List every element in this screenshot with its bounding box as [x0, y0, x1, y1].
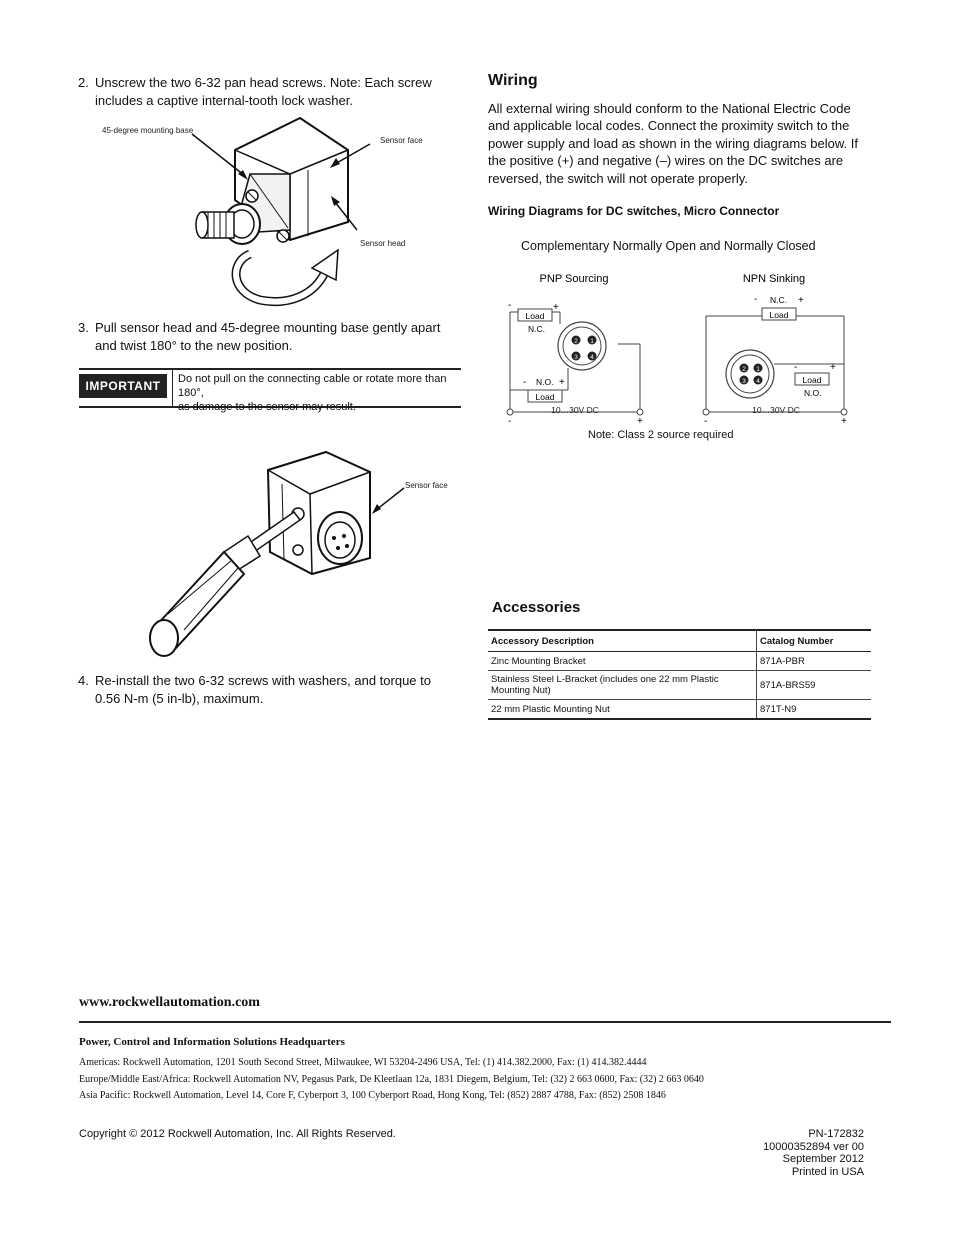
pnp-no-label: N.O. [536, 377, 554, 387]
pnp-title: PNP Sourcing [539, 273, 609, 285]
npn-plus-mid: + [830, 362, 836, 373]
npn-title: NPN Sinking [742, 273, 806, 285]
important-text [172, 370, 461, 413]
catalog-number: 871A-BRS59 [757, 671, 872, 700]
pnp-supply-label: 10…30V DC [551, 405, 599, 415]
footer-copyright: Copyright © 2012 Rockwell Automation, Inc. All Rights Reserved. [79, 1128, 396, 1140]
pnp-load-nc-label: Load [525, 311, 545, 321]
pnp-plus-bottom: + [637, 416, 643, 427]
sensor-disassembly-figure [90, 112, 450, 312]
pnp-minus-mid: - [523, 377, 527, 388]
npn-plus-bottom: + [841, 416, 847, 427]
npn-pin-3: 3 [742, 378, 746, 385]
accessory-description: Stainless Steel L-Bracket (includes one 22 mm Plastic Mounting Nut) [488, 671, 757, 700]
footer-divider [79, 1021, 891, 1023]
npn-load-no-label: Load [802, 375, 822, 385]
pnp-pin-3: 3 [574, 354, 578, 361]
screwdriver-figure [148, 448, 458, 658]
npn-pin-4: 4 [756, 378, 760, 385]
wiring-line: All external wiring should conform to the National Electric Code [488, 101, 851, 116]
important-label: IMPORTANT [79, 374, 167, 398]
pnp-plus-top: + [553, 302, 559, 313]
npn-plus-top: + [798, 295, 804, 306]
catalog-number: 871A-PBR [757, 652, 872, 671]
wiring-heading: Wiring [488, 72, 538, 89]
important-text-line1: Do not pull on the connecting cable or rotate more than 180°, [178, 373, 447, 399]
accessories-table [488, 629, 871, 720]
step-number: 4. [78, 673, 89, 688]
address-apac: Asia Pacific: Rockwell Automation, Level 14, Core F, Cyberport 3, 100 Cyberport Road, Hong Kong, Tel: (852) 2887 4788, Fax: (852) 2508 1846 [79, 1090, 666, 1101]
npn-no-label: N.O. [804, 388, 822, 398]
step-text-line2: and twist 180° to the new position. [95, 338, 293, 353]
important-text-line2: as damage to the sensor may result. [178, 401, 356, 413]
step-number: 2. [78, 75, 89, 90]
wiring-subheading: Wiring Diagrams for DC switches, Micro Connector [488, 204, 780, 218]
label-sensor-face-2: Sensor face [405, 481, 448, 490]
address-emea: Europe/Middle East/Africa: Rockwell Automation NV, Pegasus Park, De Kleetlaan 12a, 1831 Diegem, Belgium, Tel: (32) 2 663 0600, Fax: (32) 2 663 0640 [79, 1073, 704, 1085]
step-text-line1: Re-install the two 6-32 screws with washers, and torque to [95, 673, 431, 688]
npn-minus-mid: - [794, 362, 798, 373]
wiring-line: the positive (+) and negative (–) wires on the DC switches are [488, 153, 844, 169]
important-notice [79, 368, 461, 413]
wiring-line: and applicable local codes. Connect the proximity switch to the [488, 118, 850, 134]
pnp-minus-top: - [508, 300, 512, 311]
footer-url[interactable]: www.rockwellautomation.com [79, 995, 260, 1010]
wiring-line: power supply and load as shown in the wiring diagrams below. If [488, 135, 858, 151]
publication-date: September 2012 [782, 1153, 864, 1165]
label-mounting-base: 45-degree mounting base [102, 126, 194, 135]
npn-nc-label: N.C. [770, 295, 787, 305]
pnp-minus-bottom: - [508, 416, 512, 427]
document-version: 10000352894 ver 00 [763, 1140, 864, 1153]
step-text-line1: Unscrew the two 6-32 pan head screws. Note: Each screw [95, 75, 432, 90]
sensor-illustration-2 [148, 448, 458, 658]
npn-load-nc-label: Load [769, 310, 789, 320]
footer-publication-info [763, 1128, 864, 1178]
accessory-description: 22 mm Plastic Mounting Nut [488, 700, 757, 720]
table-row [488, 671, 871, 700]
pnp-plus-mid: + [559, 377, 565, 388]
accessory-description: Zinc Mounting Bracket [488, 652, 757, 671]
accessories-heading: Accessories [492, 599, 581, 616]
npn-pin-2: 2 [742, 366, 746, 373]
label-sensor-head: Sensor head [360, 239, 406, 248]
printed-in: Printed in USA [791, 1165, 864, 1178]
step-text-line2: 0.56 N-m (5 in-lb), maximum. [95, 691, 264, 706]
diagram-title: Complementary Normally Open and Normally Closed [521, 239, 816, 253]
column-header: Catalog Number [757, 630, 872, 652]
npn-minus-bottom: - [704, 416, 708, 427]
footer-hq: Power, Control and Information Solutions Headquarters [79, 1036, 345, 1048]
address-americas: Americas: Rockwell Automation, 1201 South Second Street, Milwaukee, WI 53204-2496 USA, Tel: (1) 414.382.2000, Fax: (1) 414.382.4444 [79, 1057, 647, 1068]
pnp-nc-label: N.C. [528, 324, 545, 334]
step-number: 3. [78, 320, 89, 335]
npn-minus-top: - [754, 294, 758, 305]
step-2 [78, 74, 458, 114]
step-3 [78, 319, 458, 359]
npn-pin-1: 1 [756, 366, 760, 373]
pnp-pin-4: 4 [590, 354, 594, 361]
step-text-line1: Pull sensor head and 45-degree mounting base gently apart [95, 320, 441, 335]
table-header-row [488, 630, 871, 652]
publication-number: PN-172832 [808, 1128, 864, 1140]
pnp-pin-1: 1 [590, 338, 594, 345]
column-header: Accessory Description [488, 630, 757, 652]
pnp-load-no-label: Load [535, 392, 555, 402]
npn-supply-label: 10…30V DC [752, 405, 800, 415]
wiring-note: Note: Class 2 source required [588, 429, 734, 441]
pnp-pin-2: 2 [574, 338, 578, 345]
catalog-number: 871T-N9 [757, 700, 872, 720]
step-text-line2: includes a captive internal-tooth lock washer. [95, 93, 353, 108]
table-row [488, 700, 871, 720]
step-4 [78, 672, 458, 712]
wiring-paragraph [488, 100, 888, 187]
wiring-line: reversed, the switch will not operate properly. [488, 170, 748, 186]
footer-addresses [79, 1055, 891, 1105]
label-sensor-face: Sensor face [380, 136, 423, 145]
wiring-diagrams [498, 264, 868, 434]
table-row [488, 652, 871, 671]
